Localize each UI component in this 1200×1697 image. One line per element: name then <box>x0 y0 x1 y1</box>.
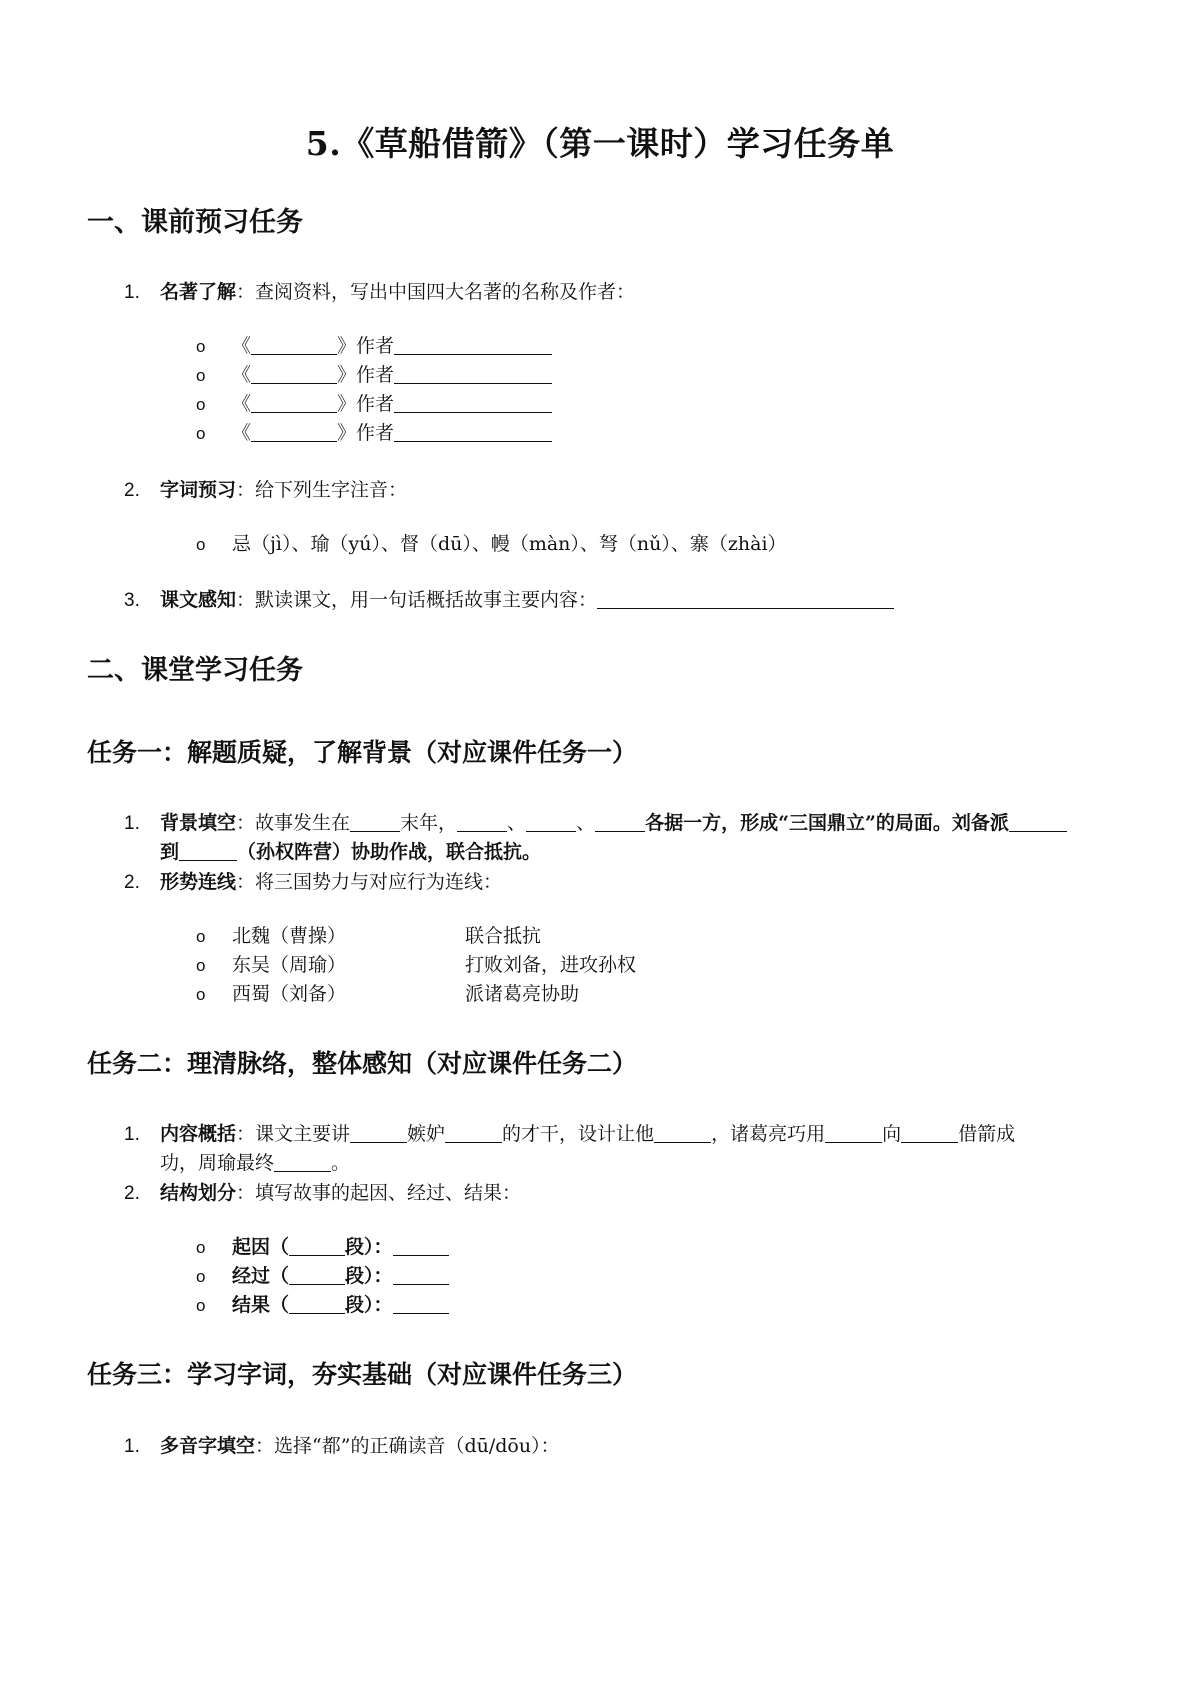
section-heading-preview: 一、课前预习任务 <box>87 207 303 238</box>
target-blank[interactable] <box>901 1124 958 1143</box>
classic-fill-row[interactable] <box>196 360 552 387</box>
open-quote: 《 <box>232 364 252 386</box>
author-blank[interactable] <box>394 365 552 384</box>
author-blank[interactable] <box>394 336 552 355</box>
item-text: 末年， <box>400 812 458 834</box>
character-blank[interactable] <box>445 1124 502 1143</box>
part-label: 结果 <box>232 1294 271 1316</box>
item-label: 背景填空 <box>160 812 237 834</box>
book-name-blank[interactable] <box>251 423 337 442</box>
bullet-icon: o <box>196 1267 206 1286</box>
part-label: 经过 <box>232 1265 271 1287</box>
task3-heading: 任务三：学习字词，夯实基础（对应课件任务三） <box>87 1360 638 1389</box>
task-item-summary[interactable] <box>124 585 894 612</box>
item-text: 借箭成 <box>958 1123 1016 1145</box>
destination-blank[interactable] <box>179 842 237 861</box>
paragraph-blank[interactable] <box>289 1237 345 1256</box>
paren-close: 段）： <box>345 1294 393 1316</box>
bullet-icon: o <box>196 927 206 946</box>
method-blank[interactable] <box>825 1124 882 1143</box>
bullet-icon: o <box>196 1296 206 1315</box>
page-title: 5.《草船借箭》（第一课时）学习任务单 <box>305 124 895 163</box>
summary-blank[interactable] <box>597 590 894 609</box>
match-left-item[interactable] <box>196 921 346 948</box>
classic-fill-row[interactable] <box>196 389 552 416</box>
item-text: ：课文主要讲 <box>236 1123 351 1145</box>
item-label: 名著了解 <box>160 281 237 303</box>
item-label: 课文感知 <box>160 589 237 611</box>
item-text: 向 <box>882 1123 902 1145</box>
book-name-blank[interactable] <box>251 394 337 413</box>
paren-open: （ <box>270 1236 290 1258</box>
era-blank[interactable] <box>350 813 400 832</box>
faction-label: 西蜀（刘备） <box>232 983 347 1005</box>
item-number: 1. <box>124 282 140 303</box>
task-item-classics <box>124 277 635 304</box>
part-content-blank[interactable] <box>393 1237 449 1256</box>
envoy-blank[interactable] <box>1009 813 1067 832</box>
section-heading-classroom: 二、课堂学习任务 <box>87 655 303 686</box>
item-number: 2. <box>124 480 140 501</box>
paragraph-blank[interactable] <box>289 1295 345 1314</box>
bullet-icon: o <box>196 337 206 356</box>
match-left-item[interactable] <box>196 979 346 1006</box>
paren-close: 段）： <box>345 1265 393 1287</box>
bullet-icon: o <box>196 395 206 414</box>
item-number: 1. <box>124 1436 140 1457</box>
book-name-blank[interactable] <box>251 336 337 355</box>
bullet-icon: o <box>196 985 206 1004</box>
part-label: 起因 <box>232 1236 271 1258</box>
pinyin-line: 忌（jì）、瑜（yú）、督（dū）、幔（màn）、弩（nǔ）、寨（zhài） <box>232 533 787 555</box>
item-label: 多音字填空 <box>160 1435 256 1457</box>
match-left-item[interactable] <box>196 950 346 977</box>
item-label: 字词预习 <box>160 479 237 501</box>
author-label: 》作者 <box>337 364 395 386</box>
bullet-icon: o <box>196 535 206 554</box>
faction-label: 东吴（周瑜） <box>232 954 347 976</box>
pinyin-row <box>196 529 787 556</box>
item-text: ：故事发生在 <box>236 812 351 834</box>
structure-row[interactable] <box>196 1290 449 1317</box>
task1-heading: 任务一：解题质疑，了解背景（对应课件任务一） <box>87 738 638 767</box>
item-text: ：将三国势力与对应行为连线： <box>236 871 503 893</box>
paren-open: （ <box>270 1294 290 1316</box>
item-number: 1. <box>124 1124 140 1145</box>
match-right-item[interactable]: 派诸葛亮协助 <box>465 983 580 1005</box>
item-label: 形势连线 <box>160 871 237 893</box>
match-right-item[interactable]: 联合抵抗 <box>465 925 542 947</box>
open-quote: 《 <box>232 422 252 444</box>
classic-fill-row[interactable] <box>196 418 552 445</box>
task-item-matching <box>124 867 502 894</box>
kingdom-blank[interactable] <box>595 813 645 832</box>
kingdom-blank[interactable] <box>457 813 507 832</box>
separator: 、 <box>576 812 596 834</box>
task-item-vocab <box>124 475 407 502</box>
item-text: 嫉妒 <box>407 1123 446 1145</box>
bullet-icon: o <box>196 424 206 443</box>
separator: 、 <box>507 812 527 834</box>
item-text: ，诸葛亮巧用 <box>711 1123 826 1145</box>
kingdom-blank[interactable] <box>526 813 576 832</box>
part-content-blank[interactable] <box>393 1266 449 1285</box>
bullet-icon: o <box>196 956 206 975</box>
item-text: ：默读课文，用一句话概括故事主要内容： <box>236 589 598 611</box>
item-number: 3. <box>124 590 140 611</box>
paragraph-blank[interactable] <box>289 1266 345 1285</box>
item-text: ：查阅资料，写出中国四大名著的名称及作者： <box>236 281 636 303</box>
author-blank[interactable] <box>394 394 552 413</box>
item-label: 结构划分 <box>160 1182 237 1204</box>
task2-heading: 任务二：理清脉络，整体感知（对应课件任务二） <box>87 1049 638 1078</box>
open-quote: 《 <box>232 393 252 415</box>
book-name-blank[interactable] <box>251 365 337 384</box>
item-text: 功，周瑜最终 <box>160 1152 275 1174</box>
bullet-icon: o <box>196 366 206 385</box>
structure-row[interactable] <box>196 1232 449 1259</box>
item-text: ：选择“都”的正确读音（dū/dōu）： <box>255 1435 560 1457</box>
character-blank[interactable] <box>350 1124 407 1143</box>
author-label: 》作者 <box>337 422 395 444</box>
author-label: 》作者 <box>337 393 395 415</box>
item-text: ：给下列生字注音： <box>236 479 408 501</box>
classic-fill-row[interactable] <box>196 331 552 358</box>
item-text: （孙权阵营）协助作战，联合抵抗。 <box>237 841 542 863</box>
result-blank[interactable] <box>274 1153 331 1172</box>
item-text: 。 <box>331 1152 351 1174</box>
author-blank[interactable] <box>394 423 552 442</box>
content-summary-continued[interactable] <box>160 1148 350 1175</box>
item-text: 的才干，设计让他 <box>502 1123 655 1145</box>
open-quote: 《 <box>232 335 252 357</box>
plot-blank[interactable] <box>654 1124 711 1143</box>
item-label: 内容概括 <box>160 1123 237 1145</box>
match-right-item[interactable]: 打败刘备，进攻孙权 <box>465 954 637 976</box>
task-item-background[interactable] <box>124 808 1067 835</box>
paren-close: 段）： <box>345 1236 393 1258</box>
part-content-blank[interactable] <box>393 1295 449 1314</box>
faction-label: 北魏（曹操） <box>232 925 347 947</box>
bullet-icon: o <box>196 1238 206 1257</box>
background-continued[interactable] <box>160 837 541 864</box>
paren-open: （ <box>270 1265 290 1287</box>
item-number: 2. <box>124 872 140 893</box>
item-number: 2. <box>124 1183 140 1204</box>
author-label: 》作者 <box>337 335 395 357</box>
item-text: 到 <box>160 841 180 863</box>
item-text: 各据一方，形成“三国鼎立”的局面。刘备派 <box>645 812 1009 834</box>
structure-row[interactable] <box>196 1261 449 1288</box>
item-text: ：填写故事的起因、经过、结果： <box>236 1182 522 1204</box>
task-item-content-summary[interactable] <box>124 1119 1015 1146</box>
task-item-structure <box>124 1178 521 1205</box>
item-number: 1. <box>124 813 140 834</box>
task-item-polyphone <box>124 1431 560 1458</box>
